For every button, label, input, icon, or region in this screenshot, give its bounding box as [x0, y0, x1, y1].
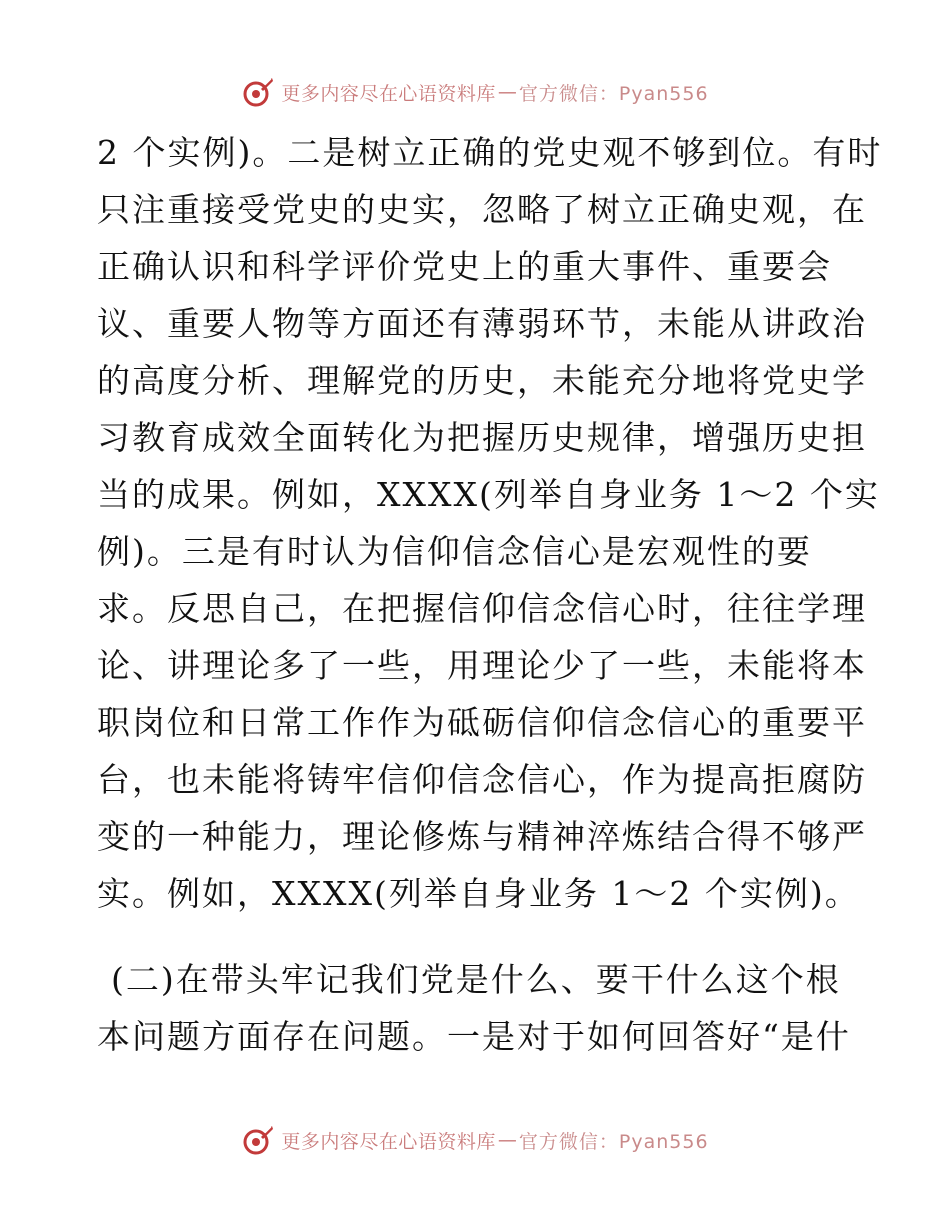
watermark-main-text: 更多内容尽在心语资料库: [281, 1130, 496, 1153]
text-line: 当的成果。例如，XXXX(列举自身业务 1～2 个实: [97, 475, 880, 514]
text-line: 实。例如，XXXX(列举自身业务 1～2 个实例)。: [97, 874, 860, 913]
watermark-dash: —: [497, 81, 517, 103]
text-line: 只注重接受党史的史实，忽略了树立正确史观，在: [97, 190, 867, 229]
red-circle-quill-icon: [241, 1123, 275, 1157]
watermark-main-text: 更多内容尽在心语资料库: [281, 82, 496, 105]
text-line: 2 个实例)。二是树立正确的党史观不够到位。有时: [97, 133, 883, 172]
text-line: 的高度分析、理解党的历史，未能充分地将党史学: [97, 361, 867, 400]
document-body: [97, 124, 883, 1065]
watermark-wechat-text: 官方微信：Pyan556: [518, 1130, 709, 1153]
text-line: 变的一种能力，理论修炼与精神淬炼结合得不够严: [97, 817, 867, 856]
text-line: 议、重要人物等方面还有薄弱环节，未能从讲政治: [97, 304, 867, 343]
text-line: 习教育成效全面转化为把握历史规律，增强历史担: [97, 418, 867, 457]
paragraph-2: [97, 951, 857, 1065]
text-line: 例)。三是有时认为信仰信念信心是宏观性的要: [97, 532, 812, 571]
footer-watermark: [0, 1120, 950, 1160]
text-line: 论、讲理论多了一些，用理论少了一些，未能将本: [97, 646, 867, 685]
paragraph-1: [97, 124, 883, 922]
red-circle-quill-icon: [241, 75, 275, 109]
text-line: 职岗位和日常工作作为砥砺信仰信念信心的重要平: [97, 703, 867, 742]
text-line: 本问题方面存在问题。一是对于如何回答好“是什: [97, 1017, 851, 1056]
header-watermark: [0, 72, 950, 112]
text-line: 台，也未能将铸牢信仰信念信心，作为提高拒腐防: [97, 760, 867, 799]
text-line: 正确认识和科学评价党史上的重大事件、重要会: [97, 247, 832, 286]
text-line: 求。反思自己，在把握信仰信念信心时，往往学理: [97, 589, 867, 628]
section-heading-line: (二)在带头牢记我们党是什么、要干什么这个根: [111, 960, 841, 999]
watermark-wechat-text: 官方微信：Pyan556: [518, 82, 709, 105]
watermark-dash: —: [497, 1129, 517, 1151]
